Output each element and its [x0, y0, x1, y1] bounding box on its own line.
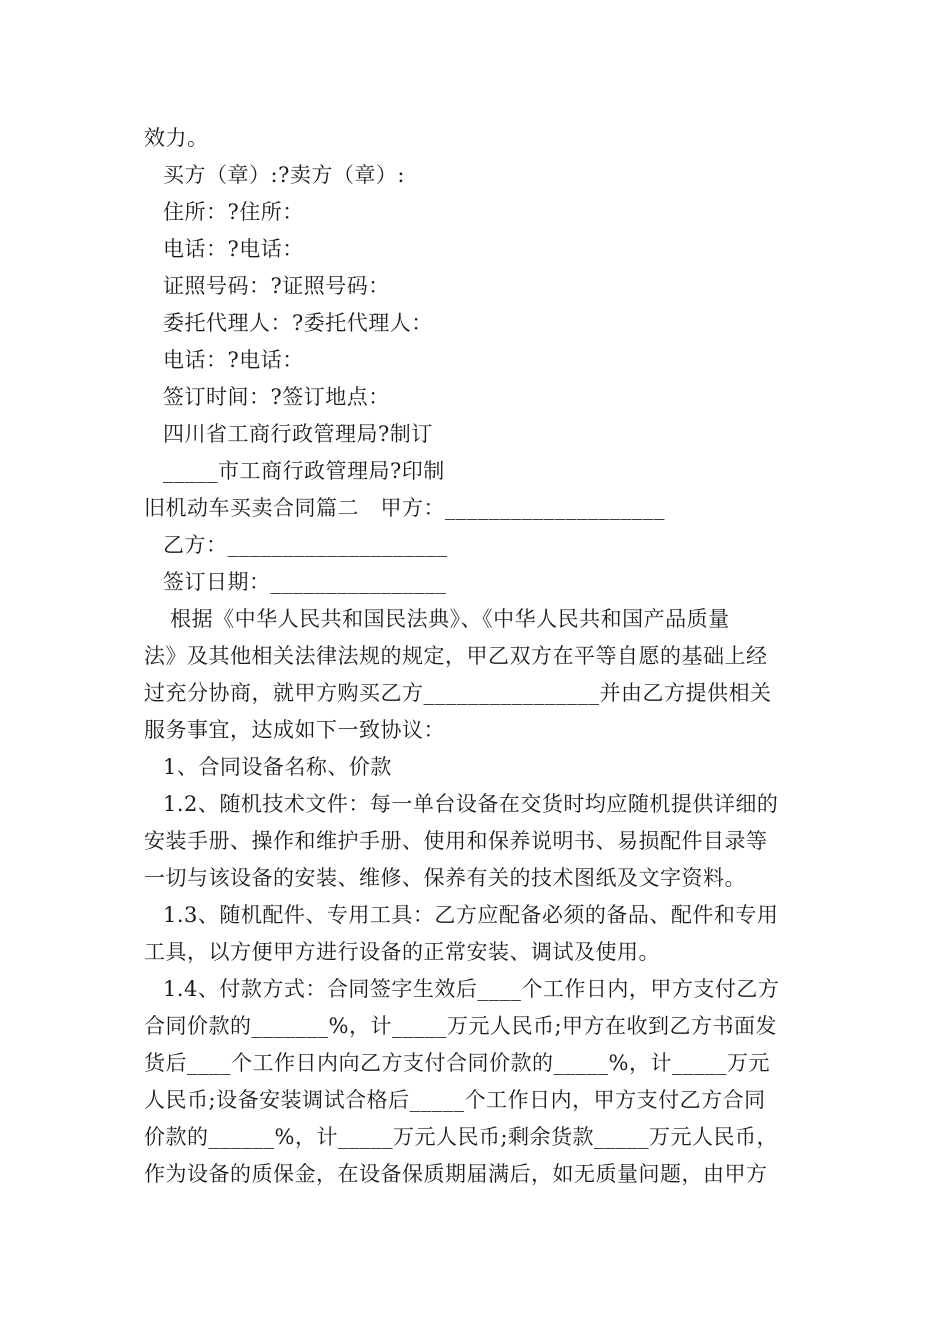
text-line: 1.2、随机技术文件：每一单台设备在交货时均应随机提供详细的: [163, 792, 779, 816]
text-line: 效力。: [144, 126, 209, 150]
text-line: 合同价款的_______%，计_____万元人民币;甲方在收到乙方书面发: [144, 1014, 778, 1038]
text-line: 乙方：____________________: [163, 533, 448, 557]
text-line: 签订日期：________________: [163, 570, 447, 594]
text-line: 价款的______%，计_____万元人民币;剩余货款_____万元人民币，: [144, 1125, 779, 1149]
text-line: 四川省工商行政管理局?制订: [163, 422, 433, 446]
text-line: 电话：?电话：: [163, 348, 304, 372]
text-line: 证照号码：?证照号码：: [163, 274, 390, 298]
text-line: 电话：?电话：: [163, 237, 304, 261]
text-line: 作为设备的质保金，在设备保质期届满后，如无质量问题，由甲方: [144, 1162, 768, 1186]
text-line: 过充分协商，就甲方购买乙方________________并由乙方提供相关: [144, 681, 772, 705]
text-line: 住所：?住所：: [163, 200, 304, 224]
text-line: 1.4、付款方式：合同签字生效后____个工作日内，甲方支付乙方: [163, 977, 780, 1001]
text-line: 法》及其他相关法律法规的规定，甲乙双方在平等自愿的基础上经: [144, 644, 768, 668]
text-line: 安装手册、操作和维护手册、使用和保养说明书、易损配件目录等: [144, 829, 768, 853]
text-line: 服务事宜，达成如下一致协议：: [144, 718, 445, 742]
text-line: 委托代理人：?委托代理人：: [163, 311, 433, 335]
text-line: 1、合同设备名称、价款: [163, 755, 392, 779]
text-line: 根据《中华人民共和国民法典》、《中华人民共和国产品质量: [163, 607, 730, 631]
text-line: _____市工商行政管理局?印制: [163, 459, 445, 483]
text-line: 签订时间：?签订地点：: [163, 385, 390, 409]
text-line: 1.3、随机配件、专用工具：乙方应配备必须的备品、配件和专用: [163, 903, 779, 927]
text-line: 人民币;设备安装调试合格后_____个工作日内，甲方支付乙方合同: [144, 1088, 766, 1112]
text-line: 工具，以方便甲方进行设备的正常安装、调试及使用。: [144, 940, 660, 964]
text-line: 货后____个工作日内向乙方支付合同价款的_____%，计_____万元: [144, 1051, 770, 1075]
text-line: 一切与该设备的安装、维修、保养有关的技术图纸及文字资料。: [144, 866, 746, 890]
section-heading: 旧机动车买卖合同篇二 甲方：____________________: [144, 496, 665, 520]
text-line: 买方（章）:?卖方（章）:: [163, 163, 405, 187]
